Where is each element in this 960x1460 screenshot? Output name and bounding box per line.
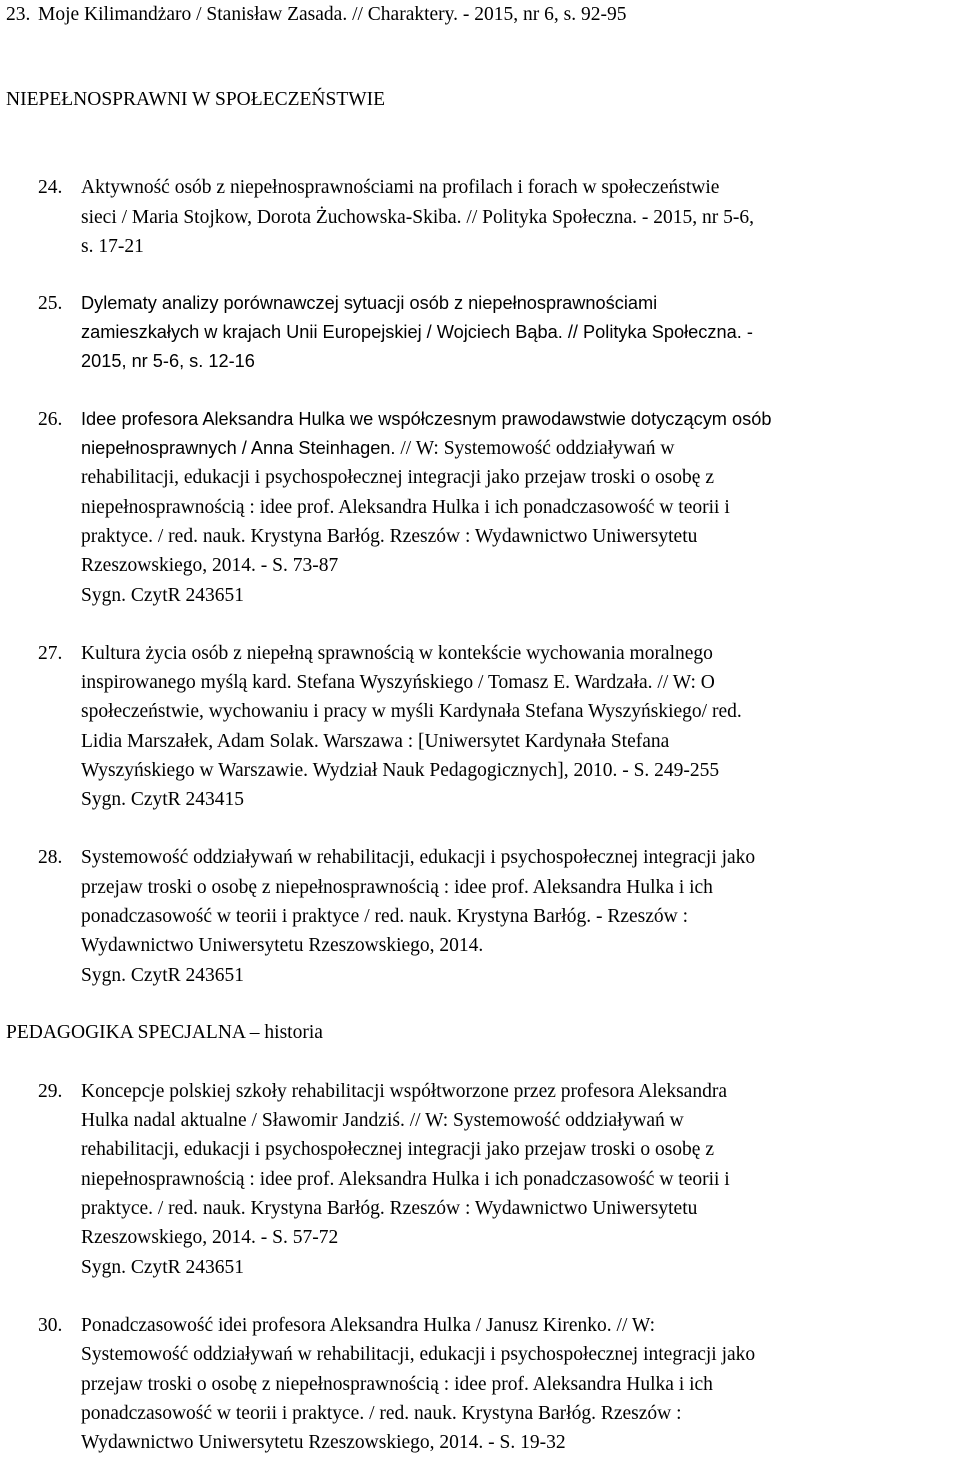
entry-text: Moje Kilimandżaro / Stanisław Zasada. // Charaktery. - 2015, nr 6, s. 92-95 [38,4,627,25]
entry-fragment: niepełnosprawnych / Anna Steinhagen. [81,438,396,458]
call-number: Sygn. CzytR 243651 [81,1257,245,1278]
entry-fragment: Rzeszów : Wydawnictwo Uniwersytetu [389,1198,698,1219]
entry-line: Rzeszowskiego, 2014. - S. 73-87 [81,555,339,576]
entry-line: społeczeństwie, wychowaniu i pracy w myśli Kardynała Stefana Wyszyńskiego/ red. [81,701,742,722]
entry-fragment: // W: Systemowość oddziaływań w [409,1110,684,1131]
entry-line: przejaw troski o osobę z niepełnosprawnością : idee prof. Aleksandra Hulka i ich [81,1374,713,1395]
entry-line: Rzeszowskiego, 2014. - S. 57-72 [81,1227,339,1248]
entry-line [81,522,697,551]
entry-fragment: // W: Systemowość oddziaływań w [400,438,675,459]
entry-number: 29. [38,1081,63,1102]
entry-line: Kultura życia osób z niepełną sprawnością w kontekście wychowania moralnego [81,643,713,664]
entry-line: niepełnosprawnością : idee prof. Aleksandra Hulka i ich ponadczasowość w teorii i [81,1169,730,1190]
entry-line: Systemowość oddziaływań w rehabilitacji, edukacji i psychospołecznej integracji jako [81,1344,756,1365]
call-number: Sygn. CzytR 243651 [81,585,245,606]
entry-fragment: Rzeszów : Wydawnictwo Uniwersytetu [389,526,698,547]
entry-line: Koncepcje polskiej szkoły rehabilitacji współtworzone przez profesora Aleksandra [81,1081,727,1102]
entry-number: 30. [38,1315,63,1336]
entry-line [81,668,715,697]
entry-fragment: niepełnosprawnością : idee prof. [81,497,335,518]
section-heading-disabled-in-society: NIEPEŁNOSPRAWNI W SPOŁECZEŃSTWIE [6,89,386,110]
entry-line: Idee profesora Aleksandra Hulka we współczesnym prawodawstwie dotyczącym osób [81,409,772,429]
entry-line: rehabilitacji, edukacji i psychospołecznej integracji jako przejaw troski o osobę z [81,1139,714,1160]
entry-line: Wydawnictwo Uniwersytetu Rzeszowskiego, 2014. [81,935,484,956]
entry-fragment: praktyce. / red. nauk. Krystyna Barłóg. [81,526,385,547]
entry-line: przejaw troski o osobę z niepełnosprawnością : idee prof. Aleksandra Hulka i ich [81,877,713,898]
entry-line: Wydawnictwo Uniwersytetu Rzeszowskiego, 2014. - S. 19-32 [81,1432,566,1453]
entry-line: s. 17-21 [81,236,144,257]
entry-line: Aktywność osób z niepełnosprawnościami na profilach i forach w społeczeństwie [81,177,720,198]
entry-line: Systemowość oddziaływań w rehabilitacji, edukacji i psychospołecznej integracji jako [81,847,756,868]
section-heading-special-pedagogy-history: PEDAGOGIKA SPECJALNA – historia [6,1022,323,1043]
call-number: Sygn. CzytR 243651 [81,965,245,986]
entry-line [81,493,730,522]
entry-number: 26. [38,409,63,430]
entry-fragment: inspirowanego myślą kard. Stefana Wyszyńskiego / Tomasz E. Wardzała. [81,672,653,693]
entry-number: 27. [38,643,63,664]
entry-number: 24. [38,177,63,198]
entry-number: 28. [38,847,63,868]
entry-line: Wyszyńskiego w Warszawie. Wydział Nauk Pedagogicznych], 2010. - S. 249-255 [81,760,720,781]
entry-line: sieci / Maria Stojkow, Dorota Żuchowska-Skiba. // Polityka Społeczna. - 2015, nr 5-6, [81,207,754,228]
entry-fragment: Warszawa : [Uniwersytet Kardynała Stefana [323,731,670,752]
entry-line: zamieszkałych w krajach Unii Europejskiej / Wojciech Bąba. // Polityka Społeczna. - [81,322,753,342]
entry-fragment: Hulka nadal aktualne / Sławomir Jandziś. [81,1110,405,1131]
entry-line [81,727,669,756]
entry-fragment: Aleksandra Hulka i ich ponadczasowość w teorii i [338,497,730,518]
entry-line: rehabilitacji, edukacji i psychospołecznej integracji jako przejaw troski o osobę z [81,467,714,488]
entry-line: Dylematy analizy porównawczej sytuacji osób z niepełnosprawnościami [81,293,658,313]
entry-number: 23. [6,4,31,25]
entry-line [81,1106,684,1135]
entry-line: ponadczasowość w teorii i praktyce. / red. nauk. Krystyna Barłóg. Rzeszów : [81,1403,682,1424]
call-number: Sygn. CzytR 243415 [81,789,245,810]
entry-line [81,1194,697,1223]
entry-fragment: praktyce. / red. nauk. Krystyna Barłóg. [81,1198,385,1219]
entry-fragment: // W: O [657,672,715,693]
entry-line: Ponadczasowość idei profesora Aleksandra Hulka / Janusz Kirenko. // W: [81,1315,656,1336]
entry-number: 25. [38,293,63,314]
entry-line: ponadczasowość w teorii i praktyce / red. nauk. Krystyna Barłóg. - Rzeszów : [81,906,689,927]
entry-line: 2015, nr 5-6, s. 12-16 [81,351,255,371]
entry-line [81,434,674,463]
entry-fragment: Lidia Marszałek, Adam Solak. [81,731,319,752]
